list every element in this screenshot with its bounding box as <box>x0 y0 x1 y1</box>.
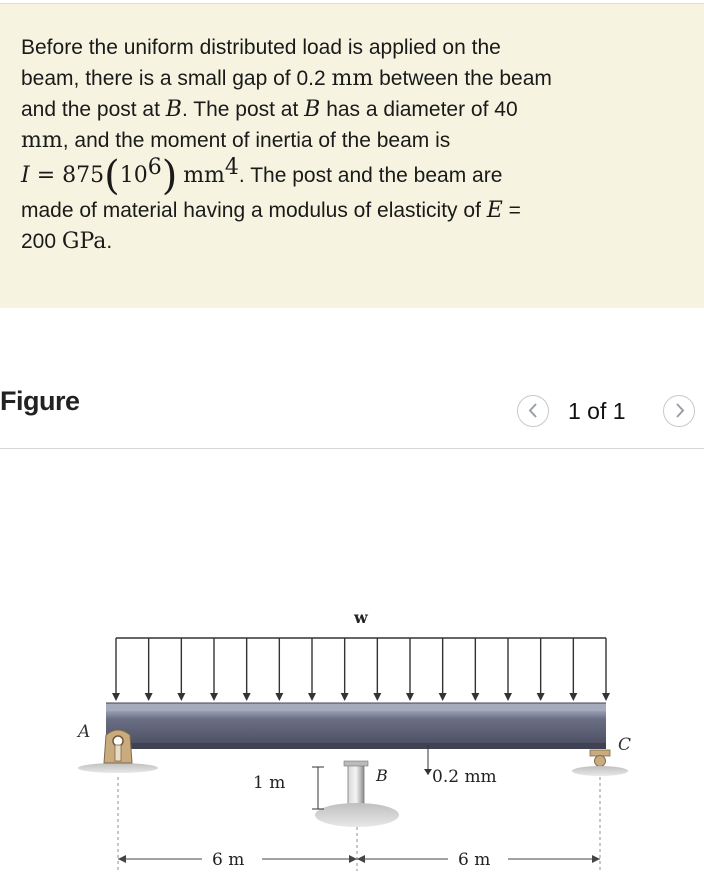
moment-of-inertia-formula: $I = 875(10^6)$ $mm^4$. The post and the beam are <box>21 153 503 199</box>
load-arrow <box>373 638 381 701</box>
problem-line-1: Before the uniform distributed load is applied on the <box>21 36 501 59</box>
post-height-dimension <box>312 767 324 809</box>
span-dimension <box>118 855 600 863</box>
load-arrow <box>243 638 251 701</box>
header-divider <box>0 448 704 449</box>
post-height-label: 1 m <box>253 773 286 793</box>
load-arrow <box>112 638 120 701</box>
load-arrow <box>537 638 545 701</box>
beam-diagram <box>60 595 632 885</box>
span-right-label: 6 m <box>458 850 491 870</box>
load-arrow <box>275 638 283 701</box>
load-arrow <box>308 638 316 701</box>
load-arrow <box>602 638 610 701</box>
load-label: w <box>354 608 368 627</box>
previous-figure-button[interactable] <box>517 395 549 427</box>
load-arrow <box>471 638 479 701</box>
load-arrow <box>145 638 153 701</box>
load-arrow <box>406 638 414 701</box>
load-arrow <box>569 638 577 701</box>
load-arrow <box>341 638 349 701</box>
beam <box>106 703 606 749</box>
figure-counter: 1 of 1 <box>568 398 626 424</box>
load-arrow <box>504 638 512 701</box>
problem-text: Before the uniform distributed load is applied on the beam, there is a small gap of 0.2 mm between the beam and the post at B. The post at B has a diameter of 40 mm, and the moment of inertia of the beam is $I = 875(10^6)$ $mm^4$. The post and the beam are made of material having a modulus of elasticity of E = 200 GPa. <box>21 32 691 257</box>
chevron-left-icon <box>519 396 548 425</box>
label-b: B <box>376 766 388 785</box>
gap-label: 0.2 mm <box>432 767 497 787</box>
next-figure-button[interactable] <box>663 395 695 427</box>
problem-statement-box <box>0 3 704 308</box>
figure-heading: Figure <box>0 386 80 416</box>
gap-indicator <box>424 745 432 775</box>
label-a: A <box>78 722 91 742</box>
span-left-label: 6 m <box>212 850 245 870</box>
distributed-load-arrows <box>112 638 610 701</box>
load-arrow <box>439 638 447 701</box>
load-arrow <box>177 638 185 701</box>
chevron-right-icon <box>665 396 694 425</box>
load-arrow <box>210 638 218 701</box>
label-c: C <box>618 735 632 755</box>
